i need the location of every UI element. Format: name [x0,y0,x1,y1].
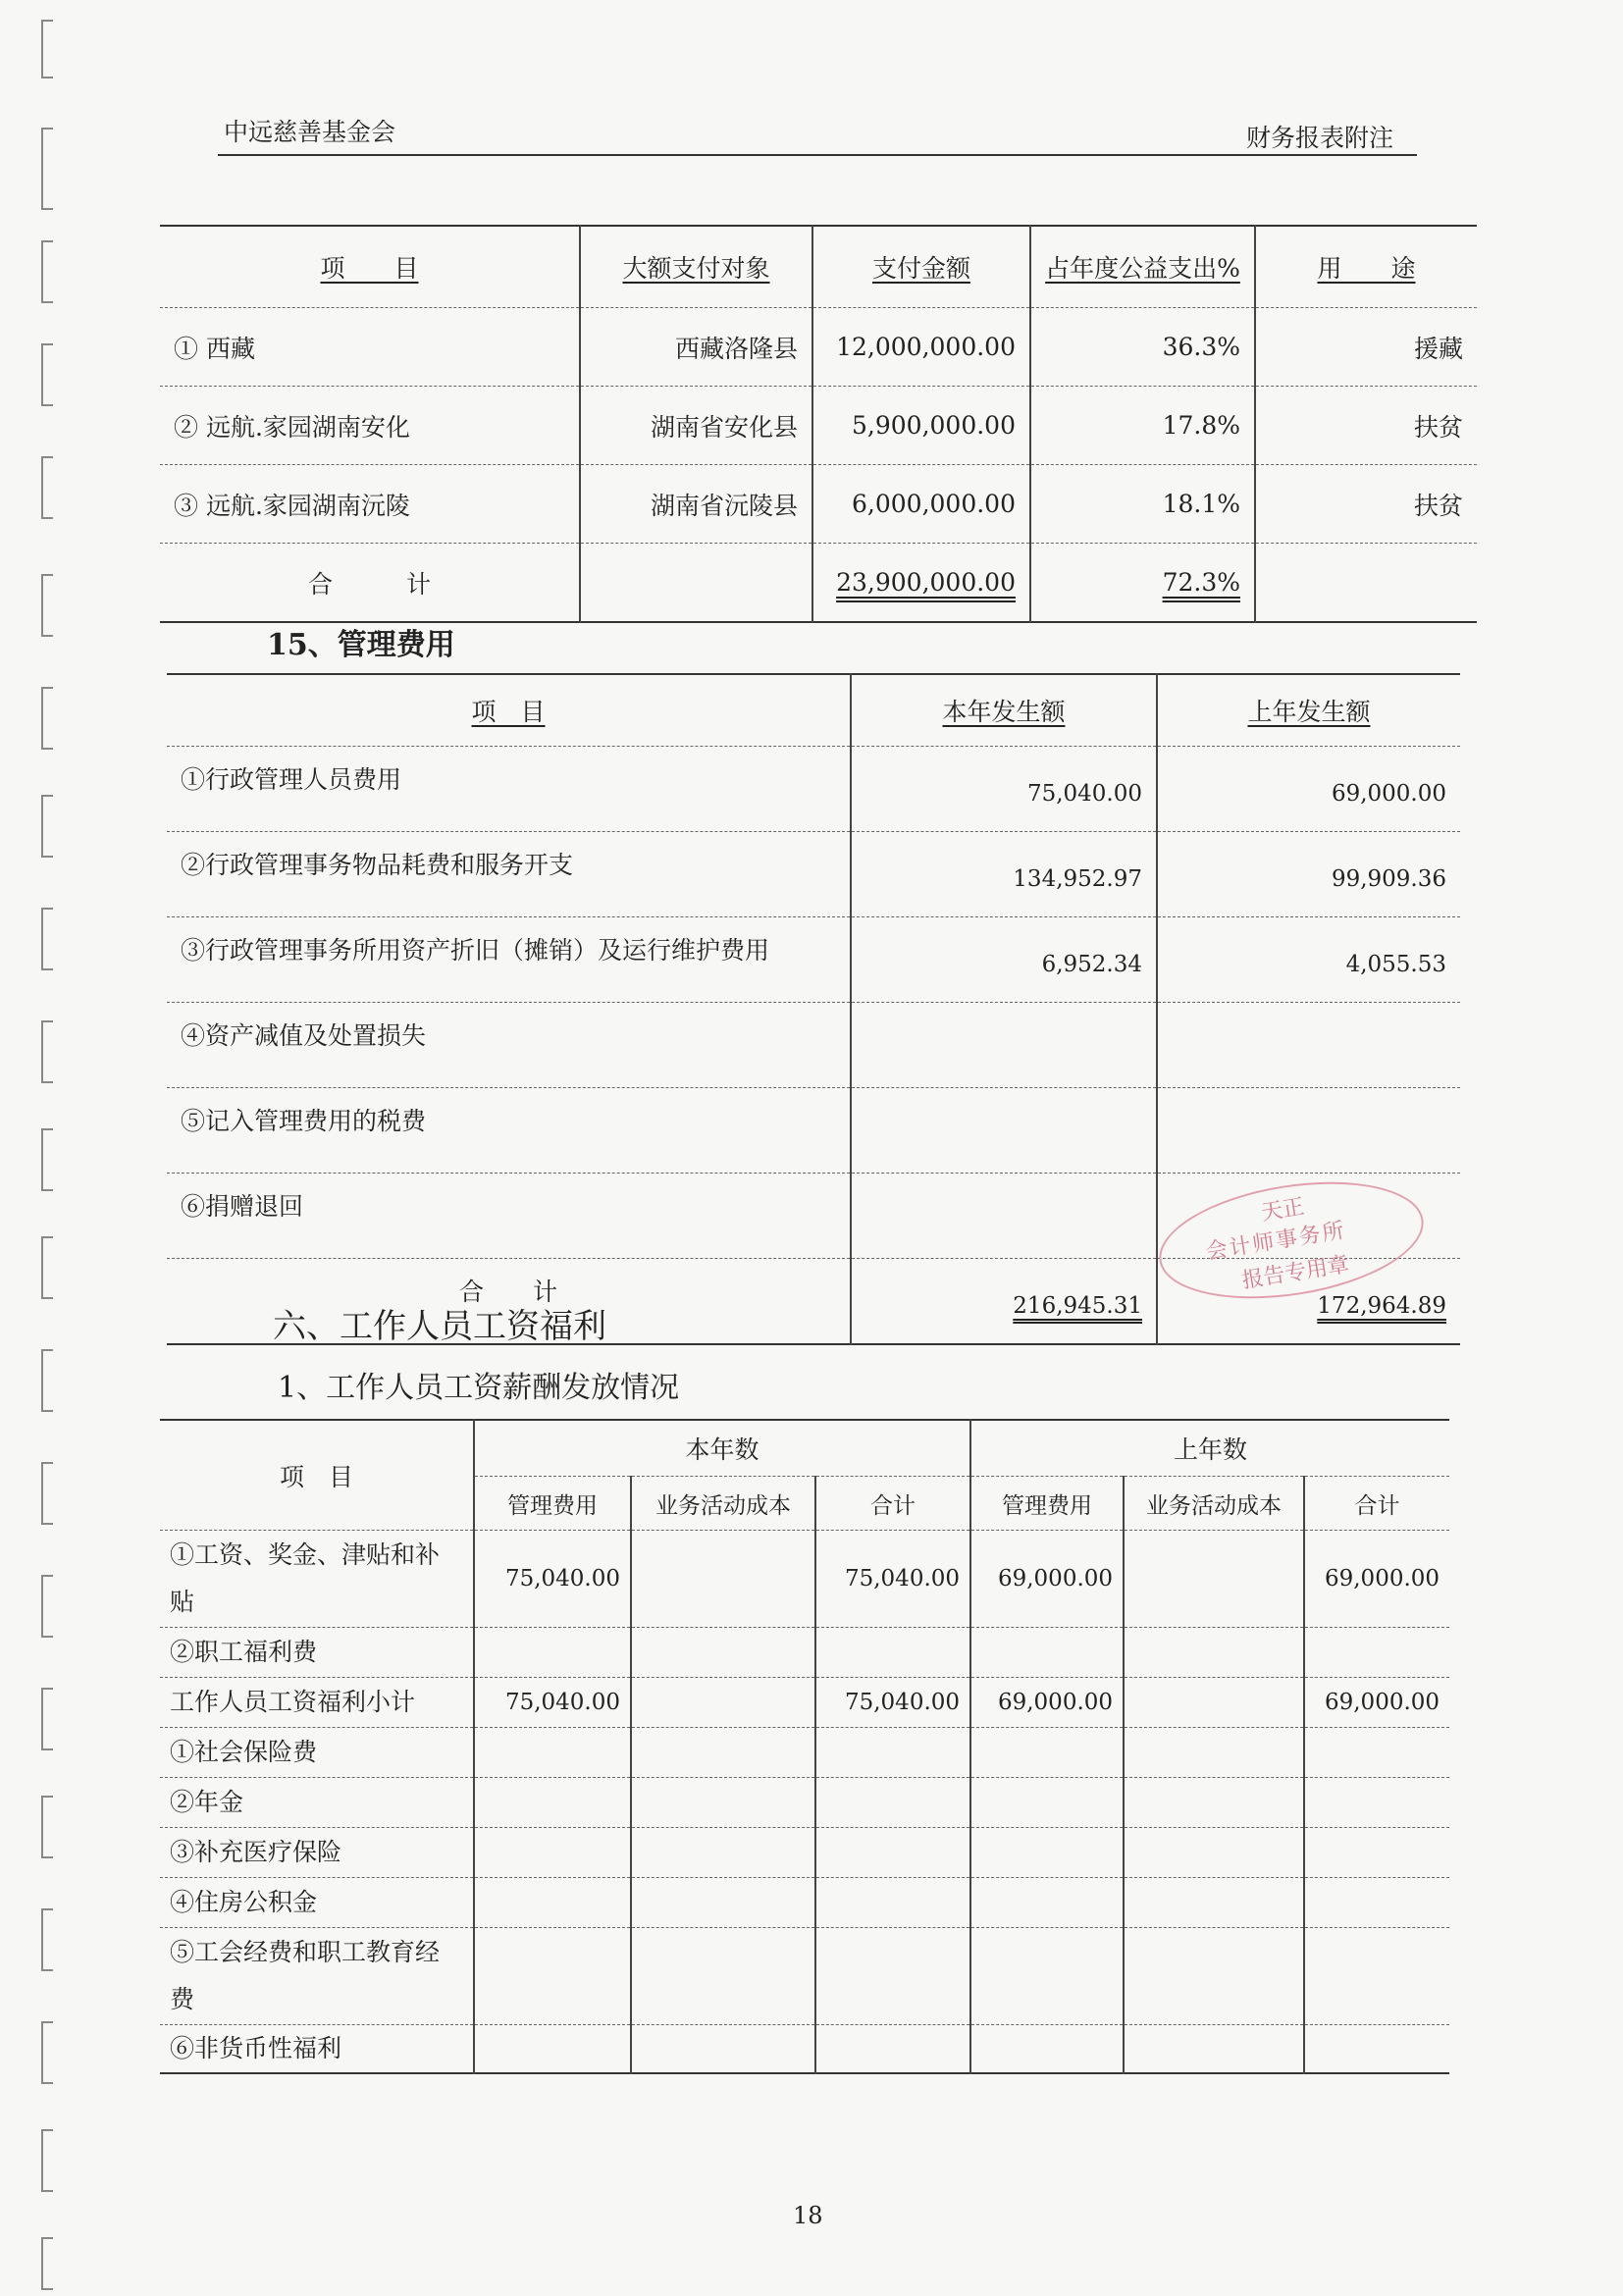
table-header-row [160,226,1477,308]
cell-value [970,1778,1124,1828]
total-previous: 172,964.89 [1157,1259,1460,1345]
header-cell: 上年发生额 [1157,674,1460,747]
cell-value [1304,1928,1449,2025]
header-org: 中远慈善基金会 [224,118,396,146]
cell-value [970,1628,1124,1678]
cell-value [474,1828,631,1878]
cell-value [474,1778,631,1828]
subheader-cell: 管理费用 [474,1477,631,1531]
cell-value [970,1928,1124,2025]
cell-value: 69,000.00 [1304,1678,1449,1728]
cell-value [1124,2025,1304,2074]
cell-value [1124,1728,1304,1778]
section-6-title: 六、工作人员工资福利 [273,1307,606,1346]
cell-value [1124,1778,1304,1828]
binding-mark [41,240,53,303]
header-cell: 项 目 [160,226,580,308]
cell-item: ①社会保险费 [160,1728,474,1778]
cell-value [631,1878,815,1928]
binding-mark [41,128,53,210]
table-row [167,1003,1460,1088]
header-rule [218,154,1417,156]
auditor-seal [1158,1185,1423,1293]
cell-purpose: 援藏 [1255,308,1477,387]
cell-value [631,2025,815,2074]
cell-value [815,2025,970,2074]
cell-value [474,1928,631,2025]
cell-value [631,1828,815,1878]
cell-value [970,1728,1124,1778]
binding-mark [41,1020,53,1083]
table-row [160,1531,1449,1628]
cell-value [1124,1928,1304,2025]
table-row [160,465,1477,544]
cell-current: 75,040.00 [851,747,1157,832]
cell-value [970,1878,1124,1928]
cell-value: 69,000.00 [1304,1531,1449,1628]
binding-mark [41,20,53,78]
cell-previous: 4,055.53 [1157,917,1460,1003]
section-15-title: 15、管理费用 [267,628,455,662]
cell-value [631,1678,815,1728]
binding-mark [41,1128,53,1191]
binding-mark [41,687,53,750]
binding-mark [41,2021,53,2084]
cell-amount: 12,000,000.00 [812,308,1030,387]
cell-value [631,1628,815,1678]
binding-mark [41,1236,53,1299]
total-percent: 72.3% [1030,544,1255,623]
cell-value: 69,000.00 [970,1678,1124,1728]
cell-previous [1157,1088,1460,1174]
cell-value [474,1728,631,1778]
table-subtotal-row [160,1678,1449,1728]
table-total-row [160,544,1477,623]
cell-item: ③ 远航.家园湖南沅陵 [160,465,580,544]
cell-item: ④住房公积金 [160,1878,474,1928]
header-current-year: 本年数 [474,1420,970,1477]
cell-item: ①工资、奖金、津贴和补贴 [160,1531,474,1628]
header-cell: 本年发生额 [851,674,1157,747]
binding-mark [41,1796,53,1858]
binding-mark [41,574,53,637]
cell-value: 75,040.00 [815,1678,970,1728]
header-cell: 用 途 [1255,226,1477,308]
cell-value [1304,1778,1449,1828]
table-row [160,2025,1449,2074]
binding-mark [41,908,53,970]
binding-mark [41,2237,53,2290]
binding-mark [41,1349,53,1412]
header-doc-title: 财务报表附注 [1246,124,1394,152]
table-row [167,832,1460,917]
cell-item: ③行政管理事务所用资产折旧（摊销）及运行维护费用 [167,917,851,1003]
cell-value [815,1928,970,2025]
binding-margin [0,0,69,2296]
cell-value [970,1828,1124,1878]
subheader-cell: 业务活动成本 [1124,1477,1304,1531]
binding-mark [41,1575,53,1638]
cell-value [970,2025,1124,2074]
cell-purpose: 扶贫 [1255,387,1477,465]
wages-table [160,1419,1449,2074]
cell-payee: 湖南省安化县 [580,387,812,465]
cell-value [631,1928,815,2025]
cell-value [474,2025,631,2074]
table-row [167,917,1460,1003]
cell-item: ① 西藏 [160,308,580,387]
cell-current [851,1003,1157,1088]
cell-value [815,1878,970,1928]
table-row [160,1628,1449,1678]
cell-percent: 18.1% [1030,465,1255,544]
cell-value: 75,040.00 [815,1531,970,1628]
cell-value [815,1828,970,1878]
seal-text-line: 天正 [1259,1194,1307,1226]
cell-value [1304,1828,1449,1878]
cell-value [1304,2025,1449,2074]
cell-item: 工作人员工资福利小计 [160,1678,474,1728]
cell-current: 6,952.34 [851,917,1157,1003]
cell-value [1124,1828,1304,1878]
cell-value [815,1728,970,1778]
cell-item: ①行政管理人员费用 [167,747,851,832]
cell-item: ⑤工会经费和职工教育经费 [160,1928,474,2025]
cell-value [1124,1878,1304,1928]
table-row [167,1088,1460,1174]
table-row [160,1778,1449,1828]
total-current: 216,945.31 [851,1259,1157,1345]
cell-amount: 6,000,000.00 [812,465,1030,544]
cell-previous [1157,1003,1460,1088]
table-row [160,1828,1449,1878]
subheader-cell: 业务活动成本 [631,1477,815,1531]
binding-mark [41,456,53,519]
cell-value [815,1778,970,1828]
cell-item: ④资产减值及处置损失 [167,1003,851,1088]
cell-percent: 17.8% [1030,387,1255,465]
table-row [160,387,1477,465]
total-payee [580,544,812,623]
binding-mark [41,795,53,858]
table-row [160,1928,1449,2025]
cell-item: ⑥捐赠退回 [167,1174,851,1259]
cell-value [474,1878,631,1928]
cell-value: 75,040.00 [474,1678,631,1728]
total-label: 合 计 [160,544,580,623]
cell-payee: 湖南省沅陵县 [580,465,812,544]
cell-item: ②年金 [160,1778,474,1828]
cell-value [631,1778,815,1828]
binding-mark [41,2129,53,2192]
table-row [167,747,1460,832]
binding-mark [41,343,53,406]
cell-previous: 99,909.36 [1157,832,1460,917]
subheader-cell: 合计 [815,1477,970,1531]
large-payments-table [160,225,1477,623]
cell-purpose: 扶贫 [1255,465,1477,544]
cell-item: ②行政管理事务物品耗费和服务开支 [167,832,851,917]
total-amount: 23,900,000.00 [812,544,1030,623]
cell-percent: 36.3% [1030,308,1255,387]
cell-value [815,1628,970,1678]
subheader-cell: 合计 [1304,1477,1449,1531]
cell-value [474,1628,631,1678]
cell-item: ⑥非货币性福利 [160,2025,474,2074]
table-row [160,1728,1449,1778]
cell-current [851,1088,1157,1174]
binding-mark [41,1462,53,1525]
table-group-header-row [160,1420,1449,1477]
cell-item: ②职工福利费 [160,1628,474,1678]
cell-amount: 5,900,000.00 [812,387,1030,465]
subheader-cell: 管理费用 [970,1477,1124,1531]
cell-value [631,1728,815,1778]
cell-value: 75,040.00 [474,1531,631,1628]
page-number: 18 [793,2202,823,2229]
cell-value [1124,1678,1304,1728]
cell-current: 134,952.97 [851,832,1157,917]
cell-item: ③补充医疗保险 [160,1828,474,1878]
cell-value [1124,1628,1304,1678]
binding-mark [41,1688,53,1750]
cell-current [851,1174,1157,1259]
header-cell: 占年度公益支出% [1030,226,1255,308]
header-cell: 大额支付对象 [580,226,812,308]
cell-value [631,1531,815,1628]
cell-value [1304,1628,1449,1678]
cell-item: ⑤记入管理费用的税费 [167,1088,851,1174]
header-previous-year: 上年数 [970,1420,1449,1477]
total-purpose [1255,544,1477,623]
binding-mark [41,1908,53,1971]
cell-payee: 西藏洛隆县 [580,308,812,387]
table-row [160,1878,1449,1928]
table-row [160,308,1477,387]
cell-previous: 69,000.00 [1157,747,1460,832]
header-cell: 项 目 [167,674,851,747]
seal-text-line: 会计师事务所 [1204,1218,1348,1266]
cell-value [1304,1728,1449,1778]
header-item: 项 目 [160,1420,474,1531]
cell-value [1124,1531,1304,1628]
section-6-1-subtitle: 1、工作人员工资薪酬发放情况 [278,1371,680,1405]
cell-value [1304,1878,1449,1928]
cell-value: 69,000.00 [970,1531,1124,1628]
seal-text-line: 报告专用章 [1240,1252,1351,1294]
table-header-row [167,674,1460,747]
header-cell: 支付金额 [812,226,1030,308]
total-label: 合 计 [167,1259,851,1345]
cell-item: ② 远航.家园湖南安化 [160,387,580,465]
